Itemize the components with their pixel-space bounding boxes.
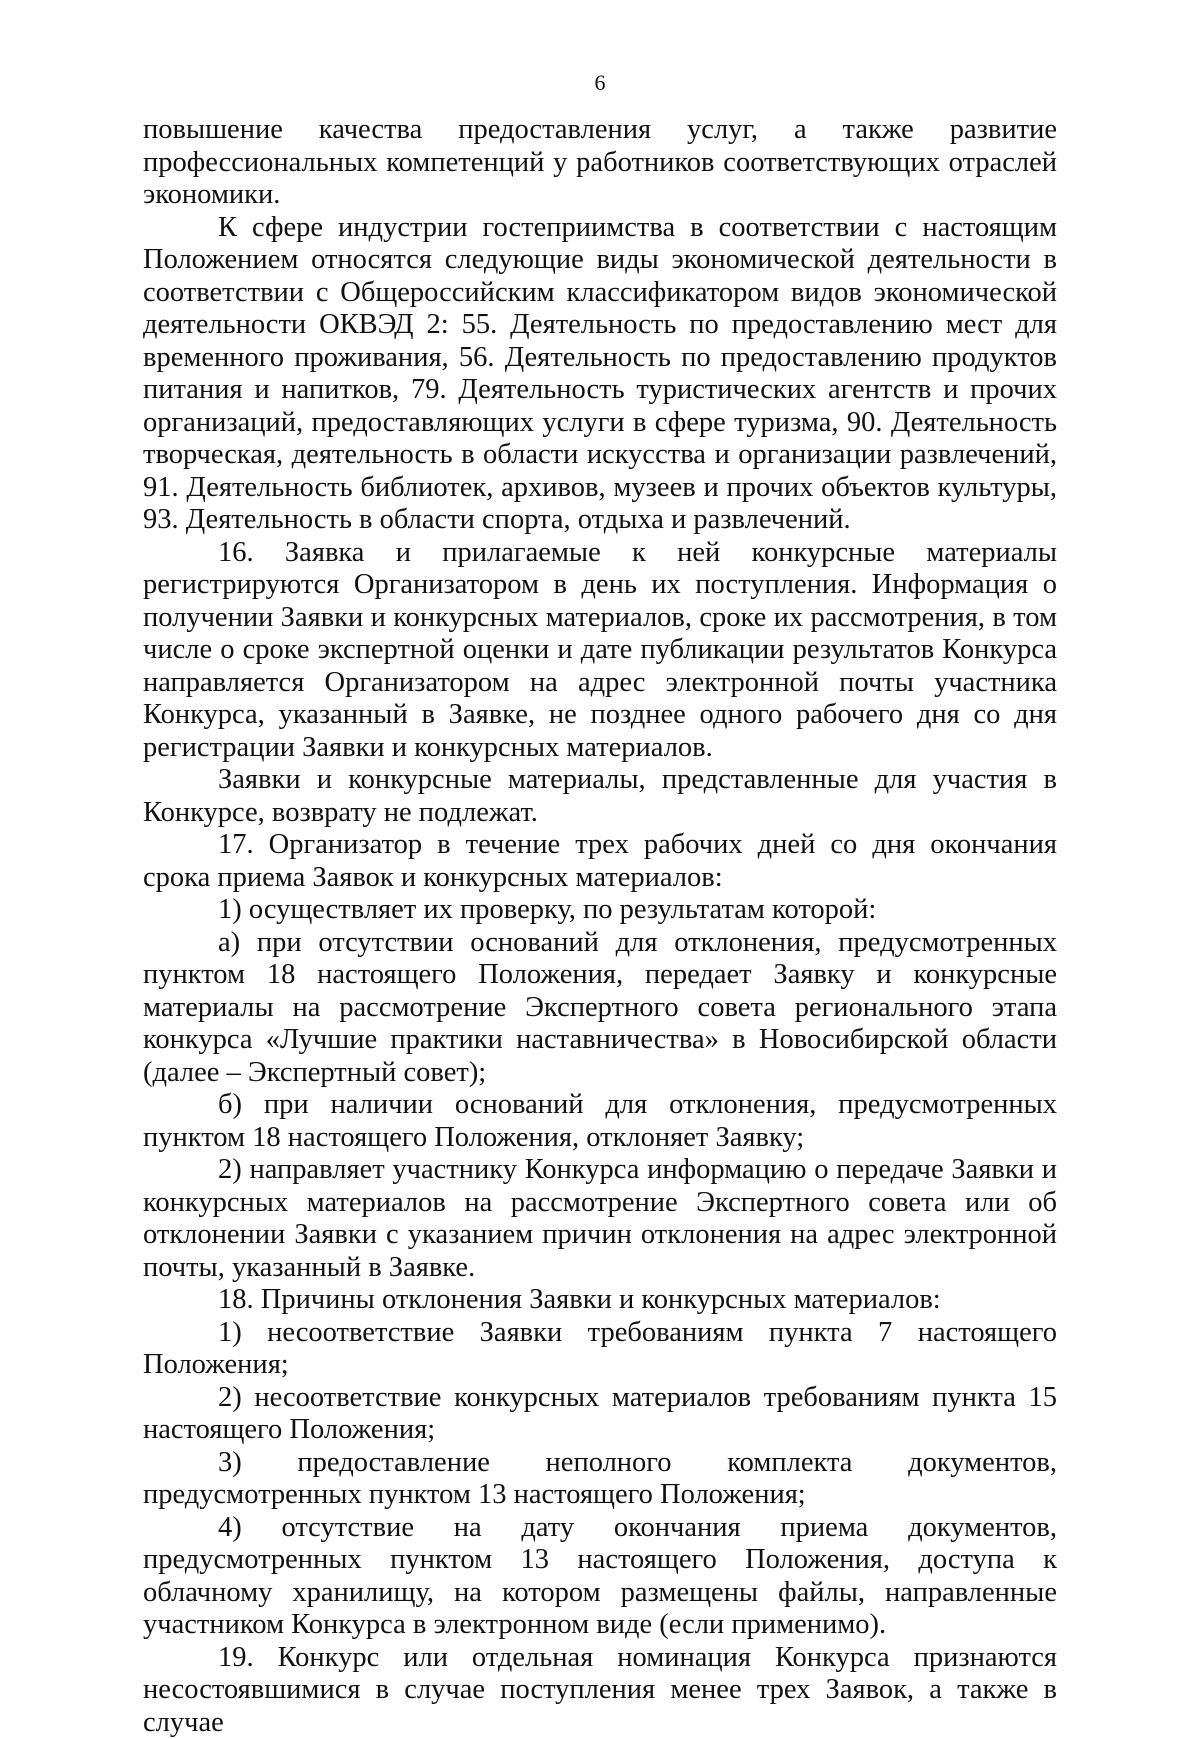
paragraph: К сфере индустрии гостеприимства в соответствии с настоящим Положением относятся следующие виды экономической деятельности в соответствии с Общероссийским классификатором видов экономической деятельности ОКВЭД 2: 55. Деятельность по предоставлению мест для временного проживания, 56. Деятельность по предоставлению продуктов питания и напитков, 79. Деятельность туристических агентств и прочих организаций, предоставляющих услуги в сфере туризма, 90. Деятельность творческая, деятельность в области искусства и организации развлечений, 91. Деятельность библиотек, архивов, музеев и прочих объектов культуры, 93. Деятельность в области спорта, отдыха и развлечений. bbox=[143, 212, 1057, 537]
paragraph: 3) предоставление неполного комплекта документов, предусмотренных пунктом 13 настоящего Положения; bbox=[143, 1447, 1057, 1512]
paragraph: 2) несоответствие конкурсных материалов требованиям пункта 15 настоящего Положения; bbox=[143, 1382, 1057, 1447]
paragraph: Заявки и конкурсные материалы, представленные для участия в Конкурсе, возврату не подлежат. bbox=[143, 764, 1057, 829]
paragraph: 19. Конкурс или отдельная номинация Конкурса признаются несостоявшимися в случае поступления менее трех Заявок, а также в случае bbox=[143, 1642, 1057, 1739]
paragraph: 4) отсутствие на дату окончания приема документов, предусмотренных пунктом 13 настоящего Положения, доступа к облачному хранилищу, на котором размещены файлы, направленные участником Конкурса в электронном виде (если применимо). bbox=[143, 1512, 1057, 1642]
page-number: 6 bbox=[0, 70, 1200, 96]
paragraph: 17. Организатор в течение трех рабочих дней со дня окончания срока приема Заявок и конкурсных материалов: bbox=[143, 829, 1057, 894]
paragraph: 1) несоответствие Заявки требованиям пункта 7 настоящего Положения; bbox=[143, 1317, 1057, 1382]
paragraph: 18. Причины отклонения Заявки и конкурсных материалов: bbox=[143, 1284, 1057, 1317]
paragraph: а) при отсутствии оснований для отклонения, предусмотренных пунктом 18 настоящего Положения, передает Заявку и конкурсные материалы на рассмотрение Экспертного совета регионального этапа конкурса «Лучшие практики наставничества» в Новосибирской области (далее – Экспертный совет); bbox=[143, 927, 1057, 1090]
paragraph: 1) осуществляет их проверку, по результатам которой: bbox=[143, 894, 1057, 927]
paragraph: б) при наличии оснований для отклонения, предусмотренных пунктом 18 настоящего Положения, отклоняет Заявку; bbox=[143, 1089, 1057, 1154]
paragraph: 16. Заявка и прилагаемые к ней конкурсные материалы регистрируются Организатором в день их поступления. Информация о получении Заявки и конкурсных материалов, сроке их рассмотрения, в том числе о сроке экспертной оценки и дате публикации результатов Конкурса направляется Организатором на адрес электронной почты участника Конкурса, указанный в Заявке, не позднее одного рабочего дня со дня регистрации Заявки и конкурсных материалов. bbox=[143, 537, 1057, 765]
document-body bbox=[143, 114, 1057, 1739]
paragraph: повышение качества предоставления услуг, а также развитие профессиональных компетенций у работников соответствующих отраслей экономики. bbox=[143, 114, 1057, 212]
paragraph: 2) направляет участнику Конкурса информацию о передаче Заявки и конкурсных материалов на рассмотрение Экспертного совета или об отклонении Заявки с указанием причин отклонения на адрес электронной почты, указанный в Заявке. bbox=[143, 1154, 1057, 1284]
